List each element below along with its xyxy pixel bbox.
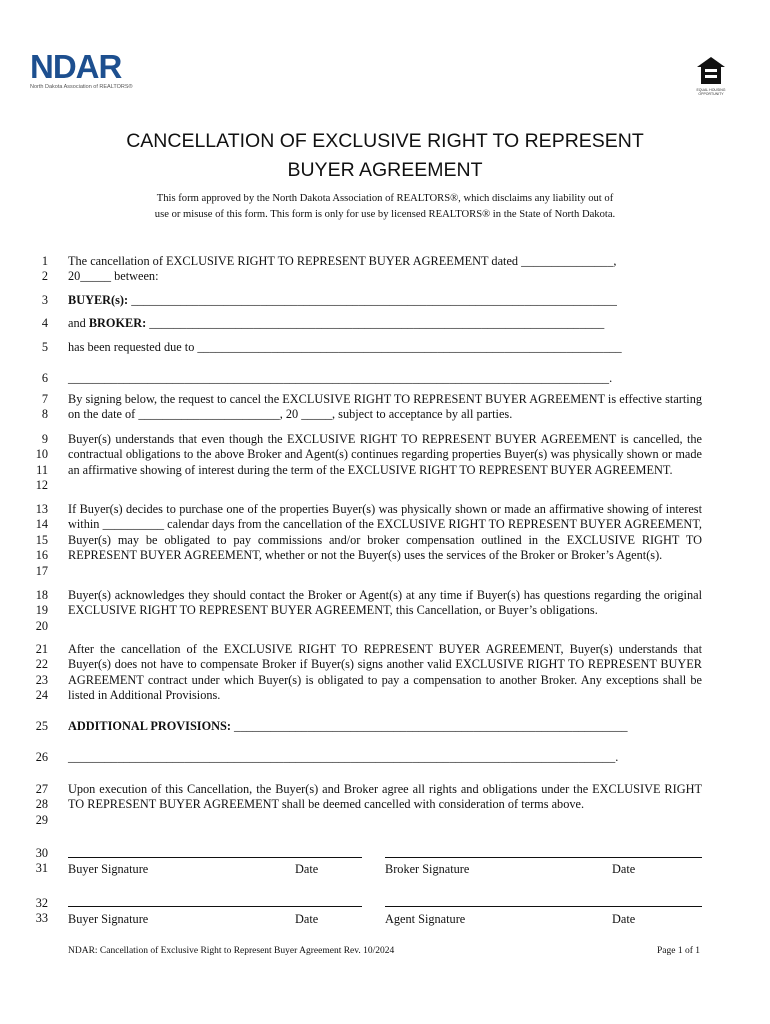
disclaimer-line-1: This form approved by the North Dakota Association of REALTORS®, which disclaims any liability out of <box>156 193 614 204</box>
additional-provisions-field-2[interactable]: _________________________________________________________________________________________. <box>68 750 619 764</box>
paragraph-text: Upon execution of this Cancellation, the Buyer(s) and Broker agree all rights and obligations under the EXCLUSIVE RIGHT TO REPRESENT BUYER AGREEMENT shall be deemed cancelled with consideration of terms above. <box>68 782 705 812</box>
paragraph-text: The cancellation of EXCLUSIVE RIGHT TO REPRESENT BUYER AGREEMENT dated _______________, 20_____ between: <box>68 254 617 284</box>
logo-subtitle: North Dakota Association of REALTORS® <box>30 84 133 90</box>
additional-provisions-label: ADDITIONAL PROVISIONS: <box>68 719 231 733</box>
buyer-label: BUYER(s): <box>68 293 129 307</box>
footer-form-id: NDAR: Cancellation of Exclusive Right to Represent Buyer Agreement Rev. 10/2024 <box>68 946 395 956</box>
footer-page-number: Page 1 of 1 <box>656 946 700 956</box>
equal-housing-text: EQUAL HOUSING OPPORTUNITY <box>696 88 726 96</box>
date-label-2: Date <box>612 862 636 876</box>
disclaimer <box>0 191 770 223</box>
broker-field[interactable]: __________________________________________________________________________ <box>146 316 605 330</box>
equal-housing-opportunity-icon <box>696 56 726 86</box>
title-line-2: BUYER AGREEMENT <box>287 159 483 181</box>
paragraph-text: By signing below, the request to cancel the EXCLUSIVE RIGHT TO REPRESENT BUYER AGREEMENT is effective starting on the date of _______________________, 20 _____, subject to acceptance by all parties. <box>68 392 706 422</box>
date-label-1: Date <box>295 862 319 876</box>
broker-signature-label: Broker Signature <box>385 862 470 876</box>
additional-provisions-field[interactable]: ________________________________________________________________ <box>230 719 628 733</box>
broker-signature-line[interactable] <box>385 857 702 858</box>
reason-field[interactable]: has been requested due to _____________________________________________________________________ <box>68 340 622 354</box>
buyer-signature-label-2: Buyer Signature <box>68 912 149 926</box>
paragraph-text: Buyer(s) acknowledges they should contact the Broker or Agent(s) at any time if Buyer(s) has questions regarding the original EXCLUSIVE RIGHT TO REPRESENT BUYER AGREEMENT, this Cancellation, or Buyer’s obligations. <box>68 588 706 618</box>
ndar-logo <box>30 48 133 90</box>
agent-signature-label: Agent Signature <box>385 912 466 926</box>
buyer-signature-line-2[interactable] <box>68 906 362 907</box>
agent-signature-line[interactable] <box>385 906 702 907</box>
logo-mark: NDAR <box>30 48 122 85</box>
date-label-3: Date <box>295 912 319 926</box>
reason-field-2[interactable]: ________________________________________________________________________________________. <box>68 371 613 385</box>
buyer-field[interactable]: _______________________________________________________________________________ <box>128 293 617 307</box>
line-numbers: 1 2 <box>41 254 48 284</box>
paragraph-text: If Buyer(s) decides to purchase one of the properties Buyer(s) was physically shown or made an affirmative showing of interest within __________ calendar days from the cancellation of the EXCLUSIVE RIGHT TO REPRESENT BUYER AGREEMENT, Buyer(s) may be obligated to pay commissions and/or broker compensation outlined in the EXCLUSIVE RIGHT TO REPRESENT BUYER AGREEMENT, whether or not the Buyer(s) uses the services of the Broker or Broker’s Agent(s). <box>68 502 706 563</box>
buyer-signature-label-1: Buyer Signature <box>68 862 149 876</box>
date-label-4: Date <box>612 912 636 926</box>
disclaimer-line-2: use or misuse of this form. This form is only for use by licensed REALTORS® in the State of North Dakota. <box>154 209 616 220</box>
title-line-1: CANCELLATION OF EXCLUSIVE RIGHT TO REPRESENT <box>126 130 644 152</box>
equal-housing-badge <box>693 56 729 96</box>
paragraph-text: After the cancellation of the EXCLUSIVE RIGHT TO REPRESENT BUYER AGREEMENT, Buyer(s) understands that Buyer(s) does not have to compensate Broker if Buyer(s) signs another valid EXCLUSIVE RIGHT TO REPRESENT BUYER AGREEMENT contract under which Buyer(s) is obligated to pay a compensation to another Broker. Any exceptions shall be listed in Additional Provisions. <box>68 642 706 703</box>
paragraph-text: Buyer(s) understands that even though the EXCLUSIVE RIGHT TO REPRESENT BUYER AGREEMENT is cancelled, the contractual obligations to the above Broker and Agent(s) continues regarding properties Buyer(s) was physically shown or made an affirmative showing of interest during the term of the EXCLUSIVE RIGHT TO REPRESENT BUYER AGREEMENT. <box>68 432 706 477</box>
buyer-signature-line-1[interactable] <box>68 857 362 858</box>
broker-label: BROKER: <box>88 316 147 330</box>
document-title <box>0 127 770 185</box>
